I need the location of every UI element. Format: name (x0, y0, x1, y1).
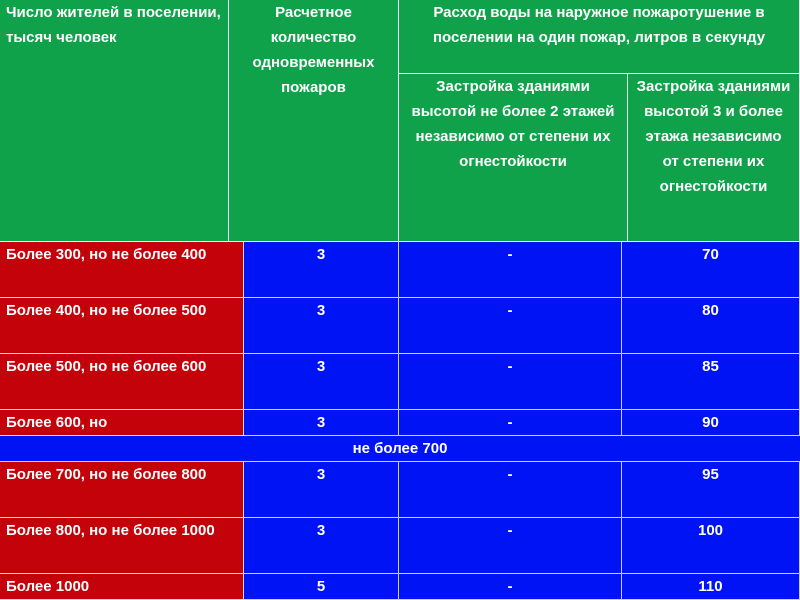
header-water-flow: Расход воды на наружное пожаротушение в поселении на один пожар, литров в секунду (399, 0, 800, 74)
row-3-fires: 3 (244, 354, 399, 410)
row-6-fires: 3 (244, 518, 399, 574)
row-4-low-rise: - (399, 410, 622, 436)
row-6-low-rise: - (399, 518, 622, 574)
row-5-population: Более 700, но не более 800 (0, 462, 244, 518)
row-3-population: Более 500, но не более 600 (0, 354, 244, 410)
row-5-low-rise: - (399, 462, 622, 518)
header-fires-count: Расчетное количество одновременных пожаров (229, 0, 399, 242)
header-low-rise: Застройка зданиями высотой не более 2 этажей независимо от степени их огнестойкости (399, 74, 628, 242)
row-4-population: Более 600, но (0, 410, 244, 436)
row-7-low-rise: - (399, 574, 622, 600)
row-2-population: Более 400, но не более 500 (0, 298, 244, 354)
row-1-low-rise: - (399, 242, 622, 298)
header-population: Число жителей в поселении, тысяч человек (0, 0, 229, 242)
row-6-population: Более 800, но не более 1000 (0, 518, 244, 574)
row-5-fires: 3 (244, 462, 399, 518)
row-6-high-rise: 100 (622, 518, 800, 574)
row-4-fires: 3 (244, 410, 399, 436)
row-4-continuation: не более 700 (0, 436, 800, 462)
row-3-high-rise: 85 (622, 354, 800, 410)
row-7-population: Более 1000 (0, 574, 244, 600)
row-7-high-rise: 110 (622, 574, 800, 600)
row-4-high-rise: 90 (622, 410, 800, 436)
row-2-fires: 3 (244, 298, 399, 354)
row-1-fires: 3 (244, 242, 399, 298)
header-high-rise: Застройка зданиями высотой 3 и более этажа независимо от степени их огнестойкости (628, 74, 800, 242)
row-7-fires: 5 (244, 574, 399, 600)
row-2-low-rise: - (399, 298, 622, 354)
row-1-population: Более 300, но не более 400 (0, 242, 244, 298)
row-3-low-rise: - (399, 354, 622, 410)
row-2-high-rise: 80 (622, 298, 800, 354)
row-5-high-rise: 95 (622, 462, 800, 518)
row-1-high-rise: 70 (622, 242, 800, 298)
